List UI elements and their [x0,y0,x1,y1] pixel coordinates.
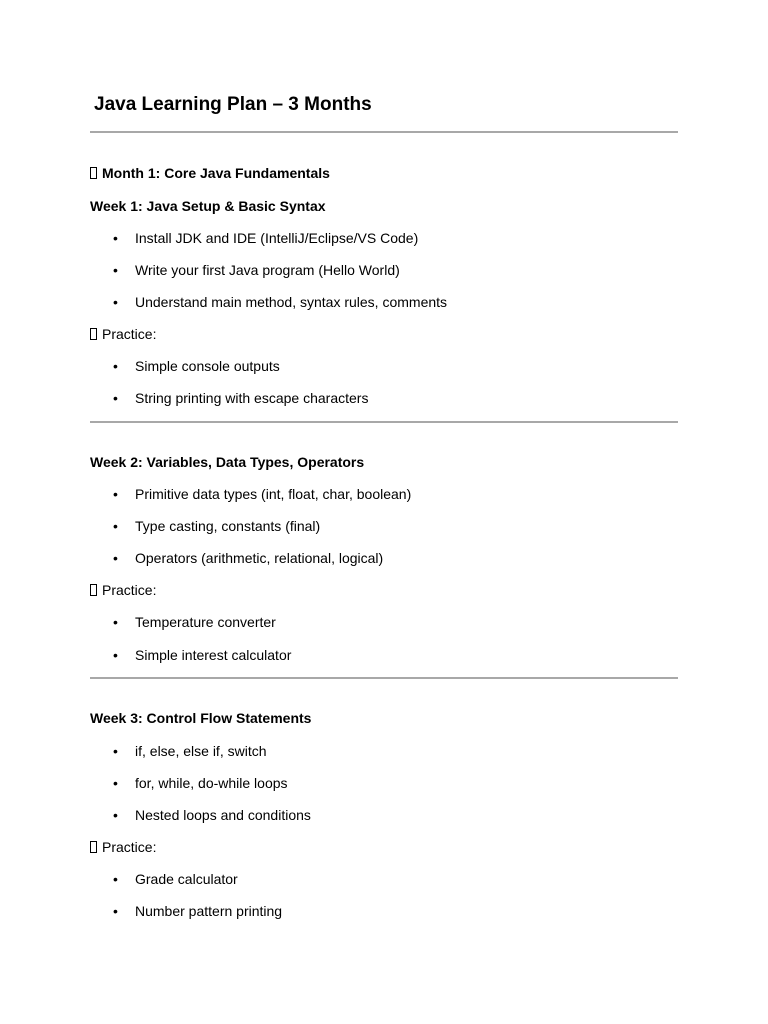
list-item [113,870,238,888]
list-item-text: Simple interest calculator [135,647,292,663]
list-item-text: Number pattern printing [135,903,283,919]
missing-glyph-box-icon [90,328,97,340]
list-item [113,261,400,279]
title-divider [90,131,678,133]
list-item [113,549,383,567]
bullet-marker: • [113,358,118,374]
missing-glyph-box-icon [90,584,97,596]
list-item [113,646,291,664]
list-item-text: Grade calculator [135,871,238,887]
list-item [113,774,288,792]
list-item [113,517,320,535]
list-item-text: for, while, do-while loops [135,775,288,791]
list-item [113,806,311,824]
bullet-marker: • [113,262,118,278]
list-item [113,293,447,311]
list-item-text: Type casting, constants (final) [135,518,321,534]
list-item [113,389,368,407]
practice-label [90,325,156,343]
week-2-heading: Week 2: Variables, Data Types, Operators [90,454,365,470]
month-1-heading [90,164,330,182]
bullet-marker: • [113,775,118,791]
section-divider [90,421,678,423]
list-item-text: Nested loops and conditions [135,807,311,823]
bullet-marker: • [113,518,118,534]
list-item-text: String printing with escape characters [135,390,369,406]
list-item [113,485,411,503]
page-title: Java Learning Plan – 3 Months [94,94,372,115]
list-item [113,902,282,920]
bullet-marker: • [113,486,118,502]
missing-glyph-box-icon [90,167,97,179]
list-item [113,357,280,375]
week-3-heading: Week 3: Control Flow Statements [90,710,312,726]
week-1-heading: Week 1: Java Setup & Basic Syntax [90,198,326,214]
bullet-marker: • [113,647,118,663]
section-divider [90,677,678,679]
month-1-label: Month 1: Core Java Fundamentals [102,165,330,181]
list-item-text: Primitive data types (int, float, char, boolean) [135,486,412,502]
list-item-text: Temperature converter [135,614,276,630]
list-item-text: Write your first Java program (Hello World) [135,262,400,278]
bullet-marker: • [113,903,118,919]
bullet-marker: • [113,871,118,887]
bullet-marker: • [113,743,118,759]
list-item-text: Understand main method, syntax rules, comments [135,294,448,310]
list-item-text: if, else, else if, switch [135,743,267,759]
list-item-text: Simple console outputs [135,358,280,374]
practice-label-text: Practice: [102,326,157,342]
list-item [113,742,267,760]
bullet-marker: • [113,614,118,630]
list-item [113,613,276,631]
list-item-text: Install JDK and IDE (IntelliJ/Eclipse/VS Code) [135,230,419,246]
bullet-marker: • [113,807,118,823]
practice-label [90,838,156,856]
bullet-marker: • [113,550,118,566]
list-item [113,229,418,247]
list-item-text: Operators (arithmetic, relational, logical) [135,550,384,566]
practice-label-text: Practice: [102,582,157,598]
bullet-marker: • [113,230,118,246]
missing-glyph-box-icon [90,841,97,853]
bullet-marker: • [113,390,118,406]
practice-label-text: Practice: [102,839,157,855]
bullet-marker: • [113,294,118,310]
practice-label [90,581,156,599]
